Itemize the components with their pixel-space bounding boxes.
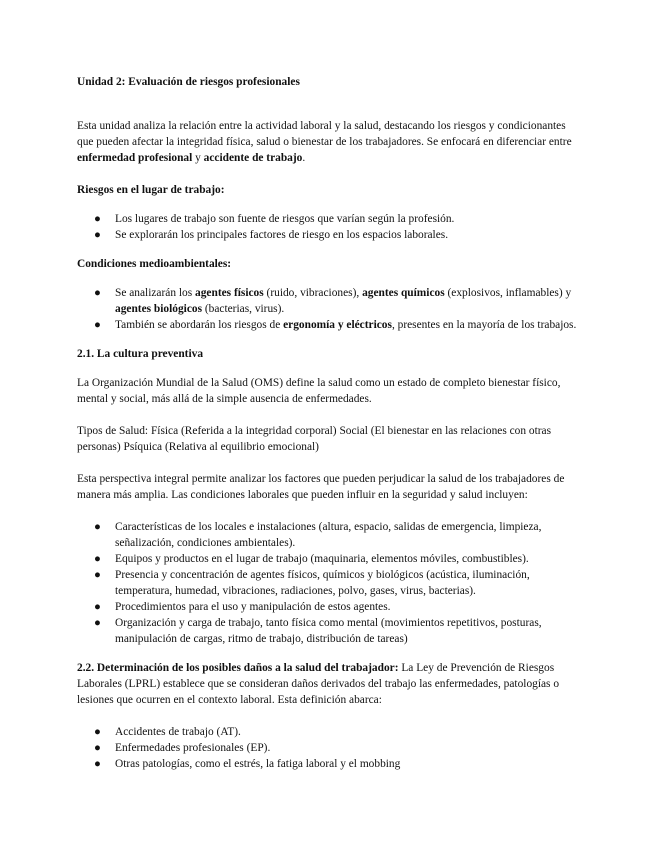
bullet-icon: ● [94,742,101,754]
list-item: ● Procedimientos para el uso y manipulación de estos agentes. [94,601,391,613]
intro-text-1: Esta unidad analiza la relación entre la actividad laboral y la salud, destacando los riesgos y condicionantes que pueden afectar la integridad física, salud o bienestar de los trabajadores. Se enfocará en diferenciar entre [77,120,572,148]
list-item: ● También se abordarán los riesgos de ergonomía y eléctricos, presentes en la mayoría de los trabajos. [94,319,577,331]
cultura-paragraph-1: La Organización Mundial de la Salud (OMS) define la salud como un estado de completo bienestar físico, mental y social, más allá de la simple ausencia de enfermedades. [77,377,561,405]
intro-paragraph [77,118,582,166]
list-item: ● Características de los locales e instalaciones (altura, espacio, salidas de emergencia, limpieza, señalización, condiciones ambientales). [94,521,542,549]
condiciones-list [77,285,582,333]
riesgos-heading: Riesgos en el lugar de trabajo: [77,184,225,196]
list-item: ● Presencia y concentración de agentes físicos, químicos y biológicos (acústica, iluminación, temperatura, humedad, vibraciones, radiaciones, polvo, gases, virus, bacterias). [94,569,530,597]
list-item: ● Otras patologías, como el estrés, la fatiga laboral y el mobbing [94,758,401,770]
intro-text-3: . [302,152,306,164]
danos-text: La Ley de Prevención de Riesgos Laborales (LPRL) establece que se consideran daños derivados del trabajo las enfermedades, patologías o lesiones que ocurren en el contexto laboral. Esta definición abarca: [77,662,560,706]
cultura-list [77,519,582,647]
bullet-icon: ● [94,229,101,241]
bullet-icon: ● [94,726,101,738]
list-item: ● Accidentes de trabajo (AT). [94,726,241,738]
danos-list [77,724,582,772]
bullet-icon: ● [94,213,101,225]
document-title: Unidad 2: Evaluación de riesgos profesionales [77,76,300,88]
list-item: ● Organización y carga de trabajo, tanto física como mental (movimientos repetitivos, posturas, manipulación de cargas, ritmo de trabajo, distribución de tareas) [94,617,542,645]
bullet-icon: ● [94,287,101,299]
condiciones-heading: Condiciones medioambientales: [77,258,232,270]
bullet-icon: ● [94,319,101,331]
cultura-paragraph-3: Esta perspectiva integral permite analizar los factores que pueden perjudicar la salud de los trabajadores de manera más amplia. Las condiciones laborales que pueden influir en la seguridad y salud incluyen: [77,473,565,501]
list-item: ● Se explorarán los principales factores de riesgo en los espacios laborales. [94,229,449,241]
intro-bold-2: accidente de trabajo [203,152,303,164]
list-item: ● Enfermedades profesionales (EP). [94,742,271,754]
bullet-icon: ● [94,758,101,770]
document-page [77,74,582,785]
riesgos-list [77,211,582,243]
bullet-icon: ● [94,521,101,533]
intro-bold-1: enfermedad profesional [77,152,193,164]
danos-paragraph [77,660,582,708]
cultura-heading: 2.1. La cultura preventiva [77,348,204,360]
list-item: ● Se analizarán los agentes físicos (ruido, vibraciones), agentes químicos (explosivos, inflamables) y agentes biológicos (bacterias, virus). [94,287,572,315]
danos-heading: 2.2. Determinación de los posibles daños a la salud del trabajador: [77,662,399,674]
intro-text-2: y [192,152,204,164]
cultura-paragraph-2: Tipos de Salud: Física (Referida a la integridad corporal) Social (El bienestar en las relaciones con otras personas) Psíquica (Relativa al equilibrio emocional) [77,425,552,453]
bullet-icon: ● [94,553,101,565]
bullet-icon: ● [94,569,101,581]
bullet-icon: ● [94,601,101,613]
list-item: ● Equipos y productos en el lugar de trabajo (maquinaria, elementos móviles, combustibles). [94,553,529,565]
list-item: ● Los lugares de trabajo son fuente de riesgos que varían según la profesión. [94,213,455,225]
bullet-icon: ● [94,617,101,629]
